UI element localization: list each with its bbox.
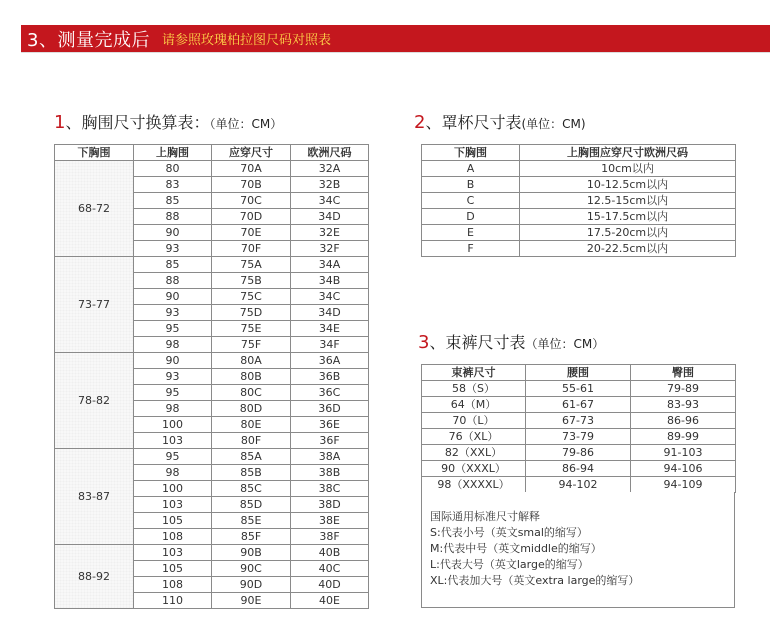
table-row: [422, 193, 736, 209]
over-bust-cell: 80: [134, 161, 212, 177]
fit-size-cell: 75E: [212, 321, 291, 337]
table-row: [422, 241, 736, 257]
fit-size-cell: 70C: [212, 193, 291, 209]
table-row: [422, 413, 736, 429]
section3-title: [418, 330, 604, 353]
shapewear-size-cell: 98（XXXXL）: [422, 477, 526, 493]
cup-letter-cell: F: [422, 241, 520, 257]
fit-size-cell: 85E: [212, 513, 291, 529]
notes-line: L:代表大号（英文large的缩写）: [430, 558, 589, 571]
table-row: [422, 381, 736, 397]
eu-size-cell: 40B: [291, 545, 369, 561]
shapewear-size-cell: 58（S）: [422, 381, 526, 397]
shapewear-size-table: [421, 364, 736, 493]
eu-size-cell: 36B: [291, 369, 369, 385]
over-bust-cell: 110: [134, 593, 212, 609]
fit-size-cell: 70B: [212, 177, 291, 193]
eu-size-cell: 38C: [291, 481, 369, 497]
waist-cell: 55-61: [526, 381, 631, 397]
eu-size-cell: 34A: [291, 257, 369, 273]
eu-size-cell: 34F: [291, 337, 369, 353]
cup-size-table: [421, 144, 736, 257]
section3-unit: （单位：CM）: [525, 337, 605, 351]
under-bust-range-cell: 68-72: [55, 161, 134, 257]
table-row: [55, 161, 369, 177]
shapewear-table-header-row: [422, 365, 736, 381]
section2-number: 2: [414, 112, 426, 133]
over-bust-cell: 88: [134, 209, 212, 225]
eu-size-cell: 36C: [291, 385, 369, 401]
section1-title: [54, 110, 282, 133]
eu-size-cell: 36F: [291, 433, 369, 449]
eu-size-cell: 38D: [291, 497, 369, 513]
waist-cell: 86-94: [526, 461, 631, 477]
fit-size-cell: 80B: [212, 369, 291, 385]
notes-line: M:代表中号（英文middle的缩写）: [430, 542, 602, 555]
fit-size-cell: 75C: [212, 289, 291, 305]
fit-size-cell: 85F: [212, 529, 291, 545]
eu-size-cell: 36D: [291, 401, 369, 417]
fit-size-cell: 90C: [212, 561, 291, 577]
table-row: [422, 429, 736, 445]
section3-number: 3: [418, 332, 430, 353]
fit-size-cell: 85B: [212, 465, 291, 481]
under-bust-range-cell: 73-77: [55, 257, 134, 353]
eu-size-cell: 38B: [291, 465, 369, 481]
fit-size-cell: 70E: [212, 225, 291, 241]
page-title: 3、测量完成后: [27, 29, 150, 51]
eu-size-cell: 36E: [291, 417, 369, 433]
shapewear-size-cell: 76（XL）: [422, 429, 526, 445]
over-bust-cell: 95: [134, 385, 212, 401]
section1-number: 1: [54, 112, 66, 133]
eu-size-cell: 36A: [291, 353, 369, 369]
over-bust-cell: 95: [134, 321, 212, 337]
over-bust-cell: 100: [134, 481, 212, 497]
waist-cell: 94-102: [526, 477, 631, 493]
eu-size-cell: 34D: [291, 209, 369, 225]
over-bust-cell: 108: [134, 529, 212, 545]
eu-size-cell: 32F: [291, 241, 369, 257]
fit-size-cell: 90E: [212, 593, 291, 609]
fit-size-cell: 75B: [212, 273, 291, 289]
section3-title-text: 、束裤尺寸表: [429, 333, 526, 352]
table-row: [422, 209, 736, 225]
section2-title-text: 、罩杯尺寸表: [425, 113, 522, 132]
eu-size-cell: 40E: [291, 593, 369, 609]
notes-line: S:代表小号（英文smal的缩写）: [430, 526, 588, 539]
table-row: [422, 225, 736, 241]
table-row: [422, 445, 736, 461]
hip-cell: 94-106: [631, 461, 736, 477]
bust-table-header-row: [55, 145, 369, 161]
over-bust-cell: 88: [134, 273, 212, 289]
table-row: [422, 161, 736, 177]
cup-letter-cell: B: [422, 177, 520, 193]
over-bust-cell: 83: [134, 177, 212, 193]
over-bust-cell: 90: [134, 289, 212, 305]
over-bust-cell: 103: [134, 497, 212, 513]
header-divider: [21, 52, 770, 53]
over-bust-cell: 98: [134, 337, 212, 353]
eu-size-cell: 34C: [291, 289, 369, 305]
over-bust-cell: 98: [134, 465, 212, 481]
cup-difference-cell: 17.5-20cm以内: [520, 225, 736, 241]
eu-size-cell: 40D: [291, 577, 369, 593]
header-cup-combined: 上胸围应穿尺寸欧洲尺码: [520, 145, 736, 161]
cup-table-header-row: [422, 145, 736, 161]
page-subtitle: 请参照玫瑰柏拉图尺码对照表: [161, 33, 331, 48]
over-bust-cell: 93: [134, 305, 212, 321]
fit-size-cell: 70A: [212, 161, 291, 177]
cup-letter-cell: A: [422, 161, 520, 177]
shapewear-size-cell: 70（L）: [422, 413, 526, 429]
section1-unit: （单位：CM）: [209, 117, 283, 131]
over-bust-cell: 108: [134, 577, 212, 593]
eu-size-cell: 32B: [291, 177, 369, 193]
table-row: [422, 477, 736, 493]
eu-size-cell: 34E: [291, 321, 369, 337]
header-over-bust: 上胸围: [134, 145, 212, 161]
eu-size-cell: 32A: [291, 161, 369, 177]
table-row: [55, 449, 369, 465]
fit-size-cell: 80E: [212, 417, 291, 433]
header-hip: 臀围: [631, 365, 736, 381]
cup-table-body: [422, 161, 736, 257]
fit-size-cell: 80D: [212, 401, 291, 417]
eu-size-cell: 34B: [291, 273, 369, 289]
cup-difference-cell: 12.5-15cm以内: [520, 193, 736, 209]
table-row: [422, 461, 736, 477]
hip-cell: 86-96: [631, 413, 736, 429]
bust-table-body: [55, 161, 369, 609]
eu-size-cell: 32E: [291, 225, 369, 241]
eu-size-cell: 38A: [291, 449, 369, 465]
under-bust-range-cell: 83-87: [55, 449, 134, 545]
over-bust-cell: 100: [134, 417, 212, 433]
hip-cell: 89-99: [631, 429, 736, 445]
cup-difference-cell: 20-22.5cm以内: [520, 241, 736, 257]
notes-line: XL:代表加大号（英文extra large的缩写）: [430, 574, 640, 587]
fit-size-cell: 75A: [212, 257, 291, 273]
table-row: [422, 177, 736, 193]
fit-size-cell: 80C: [212, 385, 291, 401]
waist-cell: 73-79: [526, 429, 631, 445]
eu-size-cell: 40C: [291, 561, 369, 577]
under-bust-range-cell: 78-82: [55, 353, 134, 449]
hip-cell: 94-109: [631, 477, 736, 493]
over-bust-cell: 105: [134, 513, 212, 529]
over-bust-cell: 93: [134, 241, 212, 257]
hip-cell: 91-103: [631, 445, 736, 461]
size-notes-box: [421, 492, 735, 608]
cup-difference-cell: 10-12.5cm以内: [520, 177, 736, 193]
fit-size-cell: 80F: [212, 433, 291, 449]
eu-size-cell: 34D: [291, 305, 369, 321]
over-bust-cell: 85: [134, 193, 212, 209]
shapewear-size-cell: 82（XXL）: [422, 445, 526, 461]
header-eu-size: 欧洲尺码: [291, 145, 369, 161]
waist-cell: 79-86: [526, 445, 631, 461]
table-row: [55, 257, 369, 273]
cup-letter-cell: C: [422, 193, 520, 209]
page-header-bar: [21, 25, 770, 52]
over-bust-cell: 103: [134, 433, 212, 449]
waist-cell: 61-67: [526, 397, 631, 413]
header-fit-size: 应穿尺寸: [212, 145, 291, 161]
cup-letter-cell: E: [422, 225, 520, 241]
fit-size-cell: 80A: [212, 353, 291, 369]
cup-difference-cell: 15-17.5cm以内: [520, 209, 736, 225]
section2-title: [414, 110, 586, 133]
over-bust-cell: 90: [134, 353, 212, 369]
bust-size-table: [54, 144, 369, 609]
section1-title-text: 、胸围尺寸换算表：: [65, 113, 210, 132]
fit-size-cell: 70D: [212, 209, 291, 225]
fit-size-cell: 90B: [212, 545, 291, 561]
eu-size-cell: 38E: [291, 513, 369, 529]
shapewear-size-cell: 90（XXXL）: [422, 461, 526, 477]
fit-size-cell: 85C: [212, 481, 291, 497]
over-bust-cell: 90: [134, 225, 212, 241]
over-bust-cell: 105: [134, 561, 212, 577]
table-row: [55, 545, 369, 561]
eu-size-cell: 34C: [291, 193, 369, 209]
shapewear-size-cell: 64（M）: [422, 397, 526, 413]
over-bust-cell: 85: [134, 257, 212, 273]
table-row: [422, 397, 736, 413]
cup-letter-cell: D: [422, 209, 520, 225]
fit-size-cell: 85D: [212, 497, 291, 513]
hip-cell: 83-93: [631, 397, 736, 413]
over-bust-cell: 95: [134, 449, 212, 465]
shapewear-table-body: [422, 381, 736, 493]
section2-unit: (单位：CM): [521, 117, 586, 131]
waist-cell: 67-73: [526, 413, 631, 429]
cup-difference-cell: 10cm以内: [520, 161, 736, 177]
header-under-bust: 下胸围: [55, 145, 134, 161]
fit-size-cell: 75D: [212, 305, 291, 321]
header-under-bust: 下胸围: [422, 145, 520, 161]
fit-size-cell: 75F: [212, 337, 291, 353]
eu-size-cell: 38F: [291, 529, 369, 545]
over-bust-cell: 103: [134, 545, 212, 561]
table-row: [55, 353, 369, 369]
header-shapewear-size: 束裤尺寸: [422, 365, 526, 381]
fit-size-cell: 90D: [212, 577, 291, 593]
notes-heading: 国际通用标准尺寸解释: [430, 510, 540, 523]
under-bust-range-cell: 88-92: [55, 545, 134, 609]
over-bust-cell: 93: [134, 369, 212, 385]
fit-size-cell: 70F: [212, 241, 291, 257]
header-waist: 腰围: [526, 365, 631, 381]
fit-size-cell: 85A: [212, 449, 291, 465]
over-bust-cell: 98: [134, 401, 212, 417]
hip-cell: 79-89: [631, 381, 736, 397]
